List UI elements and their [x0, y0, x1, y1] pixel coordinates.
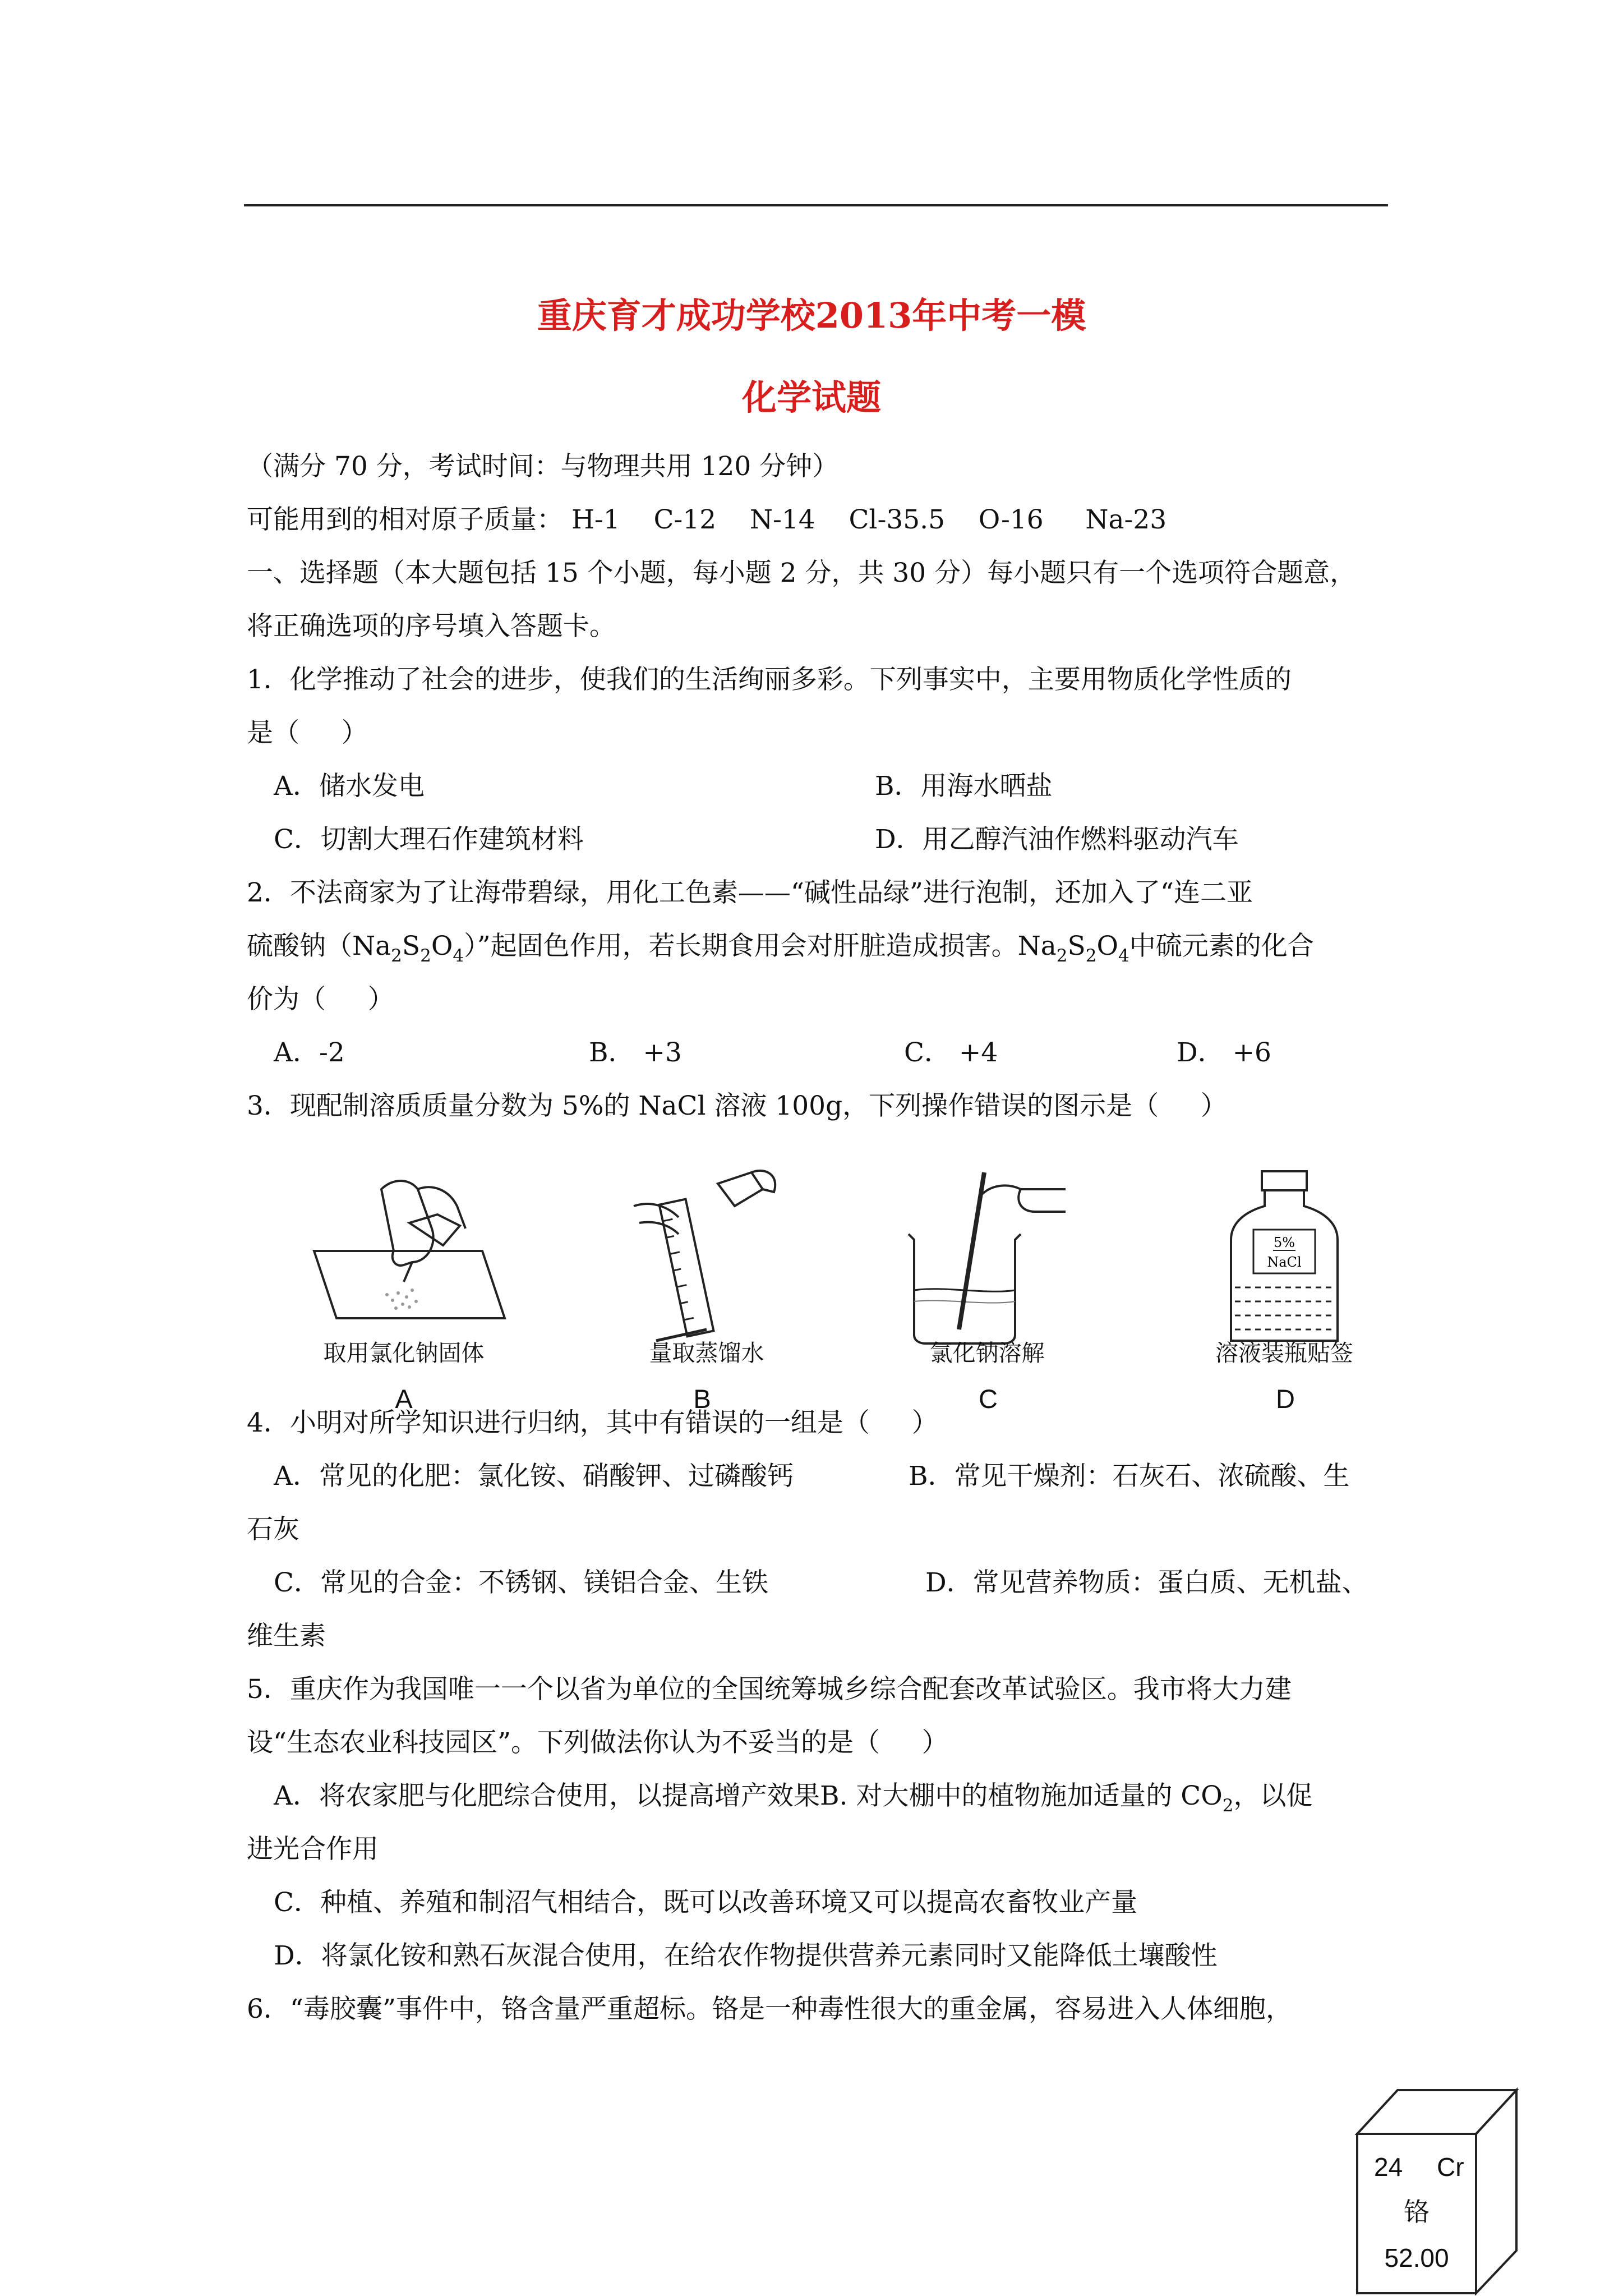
subject-title: 化学试题	[741, 377, 881, 418]
q5-option-d: D．将氯化铵和熟石灰混合使用，在给农作物提供营养元素同时又能降低土壤酸性	[274, 1940, 1218, 1971]
q5-option-ab: A．将农家肥与化肥综合使用，以提高增产效果B. 对大棚中的植物施加适量的 $CO_2$，以促	[274, 1780, 1313, 1816]
figure-a-solid-illustration	[297, 1167, 510, 1335]
q4-option-d: D．常见营养物质：蛋白质、无机盐、	[925, 1567, 1368, 1598]
bottle-label-percent: 5%	[1273, 1235, 1295, 1250]
figure-a-caption: 取用氯化钠固体	[323, 1340, 485, 1366]
q1-option-d: D．用乙醇汽油作燃料驱动汽车	[875, 824, 1239, 855]
chromium-element-card	[1353, 2087, 1521, 2295]
q5-option-c: C．种植、养殖和制沼气相结合，既可以改善环境又可以提高农畜牧业产量	[274, 1887, 1137, 1918]
element-name: 铬	[1404, 2197, 1430, 2226]
q2-option-b: B． +3	[589, 1037, 682, 1068]
q3-stem: 3．现配制溶质质量分数为 5%的 NaCl 溶液 100g，下列操作错误的图示是（ ）	[247, 1091, 1227, 1121]
q2-stem-line2: 硫酸钠$(Na_2S_2O_4)$”起固色作用，若长期食用会对肝脏造成损害。$Na_2S_2O_4$中硫元素的化合	[247, 931, 1314, 966]
header-rule	[244, 204, 1388, 206]
q4-option-a: A．常见的化肥：氯化铵、硝酸钾、过磷酸钙	[274, 1461, 794, 1492]
element-symbol: Cr	[1437, 2152, 1464, 2182]
q6-stem-line1: 6．“毒胶囊”事件中，铬含量严重超标。铬是一种毒性很大的重金属，容易进入人体细胞，	[247, 1994, 1292, 2024]
figure-c-caption: 氯化钠溶解	[929, 1340, 1045, 1366]
q5-stem-line2: 设“生态农业科技园区”。下列做法你认为不妥当的是（ ）	[247, 1727, 948, 1758]
q5-stem-line1: 5．重庆作为我国唯一一个以省为单位的全国统筹城乡综合配套改革试验区。我市将大力建	[247, 1674, 1292, 1705]
q2-stem-line3: 价为（ ）	[247, 984, 394, 1015]
exam-info: （满分 70 分，考试时间：与物理共用 120 分钟）	[247, 451, 839, 482]
q4-option-b: B．常见干燥剂：石灰石、浓硫酸、生	[909, 1461, 1350, 1492]
bottle-label-name: NaCl	[1267, 1254, 1302, 1270]
q2-stem-line1: 2．不法商家为了让海带碧绿，用化工色素——“碱性品绿”进行泡制，还加入了“连二亚	[247, 877, 1253, 908]
q4-option-c: C．常见的合金：不锈钢、镁铝合金、生铁	[274, 1567, 768, 1598]
figure-a-letter: A	[395, 1384, 413, 1414]
q4-option-b-cont: 石灰	[247, 1514, 299, 1545]
q4-stem: 4．小明对所学知识进行归纳，其中有错误的一组是（ ）	[247, 1407, 938, 1438]
figure-b-letter: B	[693, 1384, 711, 1414]
figure-d-letter: D	[1276, 1384, 1295, 1414]
q2-option-d: D． +6	[1177, 1037, 1271, 1068]
q1-option-a: A．储水发电	[274, 771, 425, 802]
section1-heading-line2: 将正确选项的序号填入答题卡。	[247, 611, 616, 642]
q1-option-b: B．用海水晒盐	[875, 771, 1053, 802]
school-title: 重庆育才成功学校2013年中考一模	[537, 295, 1086, 336]
figure-b-caption: 量取蒸馏水	[649, 1340, 764, 1366]
q5-option-ab-cont: 进光合作用	[247, 1834, 379, 1865]
q4-option-d-cont: 维生素	[247, 1621, 326, 1651]
element-number: 24	[1374, 2152, 1403, 2182]
q1-stem-line1: 1．化学推动了社会的进步，使我们的生活绚丽多彩。下列事实中，主要用物质化学性质的	[247, 664, 1292, 695]
figure-d-bottle-illustration	[1223, 1167, 1346, 1346]
atomic-masses: 可能用到的相对原子质量： H-1 C-12 N-14 Cl-35.5 O-16 Na-23	[247, 504, 1167, 535]
element-mass: 52.00	[1384, 2243, 1449, 2272]
q1-option-c: C．切割大理石作建筑材料	[274, 824, 584, 855]
q2-option-a: A．-2	[274, 1037, 345, 1068]
figure-c-beaker-illustration	[897, 1161, 1077, 1346]
figure-d-caption: 溶液装瓶贴签	[1215, 1340, 1353, 1366]
q2-option-c: C． +4	[904, 1037, 998, 1068]
figure-b-cylinder-illustration	[623, 1167, 802, 1346]
q1-stem-line2: 是（ ）	[247, 717, 368, 748]
figure-c-letter: C	[979, 1384, 998, 1414]
section1-heading-line1: 一、选择题（本大题包括 15 个小题，每小题 2 分，共 30 分）每小题只有一个选项符合题意，	[247, 558, 1357, 588]
